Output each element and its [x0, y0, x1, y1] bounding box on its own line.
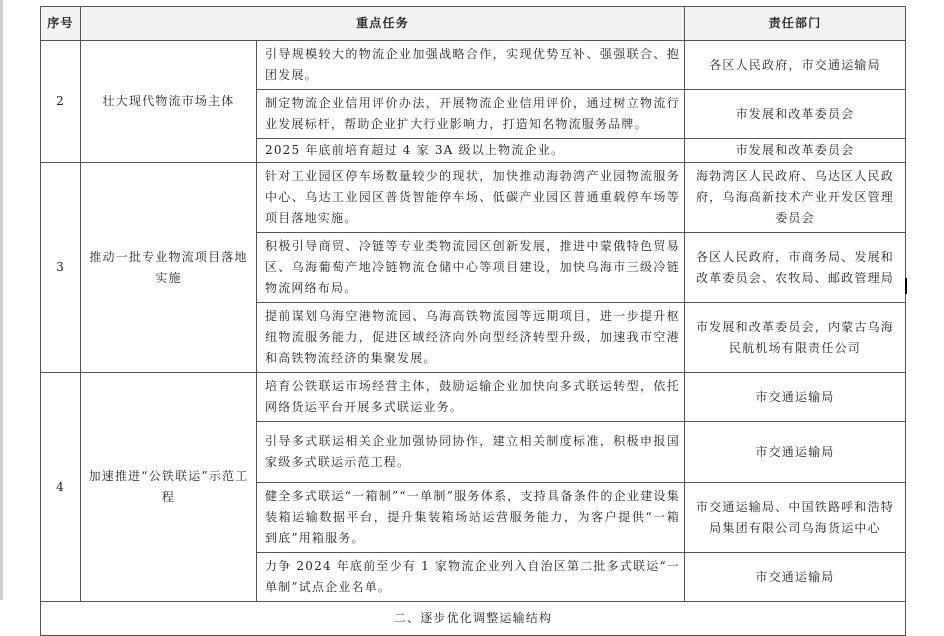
dept-cell: 市发展和改革委员会: [685, 90, 906, 139]
dept-cell: 市交通运输局: [685, 422, 906, 483]
tasks-table: [40, 6, 906, 636]
task-group-name: 加速推进“公铁联运”示范工程: [81, 373, 257, 602]
section-heading: 二、逐步优化调整运输结构: [41, 602, 906, 636]
dept-cell: 各区人民政府，市交通运输局: [685, 41, 906, 90]
dept-cell: 市发展和改革委员会，内蒙古乌海民航机场有限责任公司: [685, 303, 906, 373]
seq-cell: 2: [41, 41, 81, 163]
task-cell: 引导规模较大的物流企业加强战略合作，实现优势互补、强强联合、抱团发展。: [257, 41, 685, 90]
task-cell: 健全多式联运“一箱制”“一单制”服务体系，支持具备条件的企业建设集装箱运输数据平台，提升集装箱场站运营服务能力，为客户提供“一箱到底”用箱服务。: [257, 483, 685, 553]
table-row: [41, 163, 906, 233]
task-group-name: 壮大现代物流市场主体: [81, 41, 257, 163]
task-cell: 2025 年底前培育超过 4 家 3A 级以上物流企业。: [257, 139, 685, 163]
text-cursor: [905, 278, 907, 294]
dept-cell: 市交通运输局: [685, 553, 906, 602]
task-cell: 力争 2024 年底前至少有 1 家物流企业列入自治区第二批多式联运“一单制”试点企业名单。: [257, 553, 685, 602]
header-dept: 责任部门: [685, 7, 906, 41]
dept-cell: 市发展和改革委员会: [685, 139, 906, 163]
table-row: [41, 41, 906, 90]
dept-cell: 海勃湾区人民政府、乌达区人民政府，乌海高新技术产业开发区管理委员会: [685, 163, 906, 233]
task-cell: 提前谋划乌海空港物流园、乌海高铁物流园等远期项目，进一步提升枢纽物流服务能力，促进区域经济向外向型经济转型升级，加速我市空港和高铁物流经济的集聚发展。: [257, 303, 685, 373]
header-task: 重点任务: [81, 7, 685, 41]
task-cell: 积极引导商贸、冷链等专业类物流园区创新发展，推进中蒙俄特色贸易区、乌海葡萄产地冷链物流仓储中心等项目建设，加快乌海市三级冷链物流网络布局。: [257, 233, 685, 303]
dept-cell: 各区人民政府，市商务局、发展和改革委员会、农牧局、邮政管理局: [685, 233, 906, 303]
task-cell: 针对工业园区停车场数量较少的现状，加快推动海勃湾产业园物流服务中心、乌达工业园区普货智能停车场、低碳产业园区普通重载停车场等项目落地实施。: [257, 163, 685, 233]
task-cell: 引导多式联运相关企业加强协同协作，建立相关制度标准，积极申报国家级多式联运示范工程。: [257, 422, 685, 483]
task-cell: 制定物流企业信用评价办法，开展物流企业信用评价，通过树立物流行业发展标杆，帮助企业扩大行业影响力，打造知名物流服务品牌。: [257, 90, 685, 139]
seq-cell: 3: [41, 163, 81, 373]
header-row: [41, 7, 906, 41]
page-left-edge: [0, 0, 3, 600]
task-cell: 培育公铁联运市场经营主体，鼓励运输企业加快向多式联运转型，依托网络货运平台开展多式联运业务。: [257, 373, 685, 422]
table-row: [41, 373, 906, 422]
task-group-name: 推动一批专业物流项目落地实施: [81, 163, 257, 373]
dept-cell: 市交通运输局、中国铁路呼和浩特局集团有限公司乌海货运中心: [685, 483, 906, 553]
header-seq: 序号: [41, 7, 81, 41]
section-heading-row: [41, 602, 906, 636]
seq-cell: 4: [41, 373, 81, 602]
dept-cell: 市交通运输局: [685, 373, 906, 422]
